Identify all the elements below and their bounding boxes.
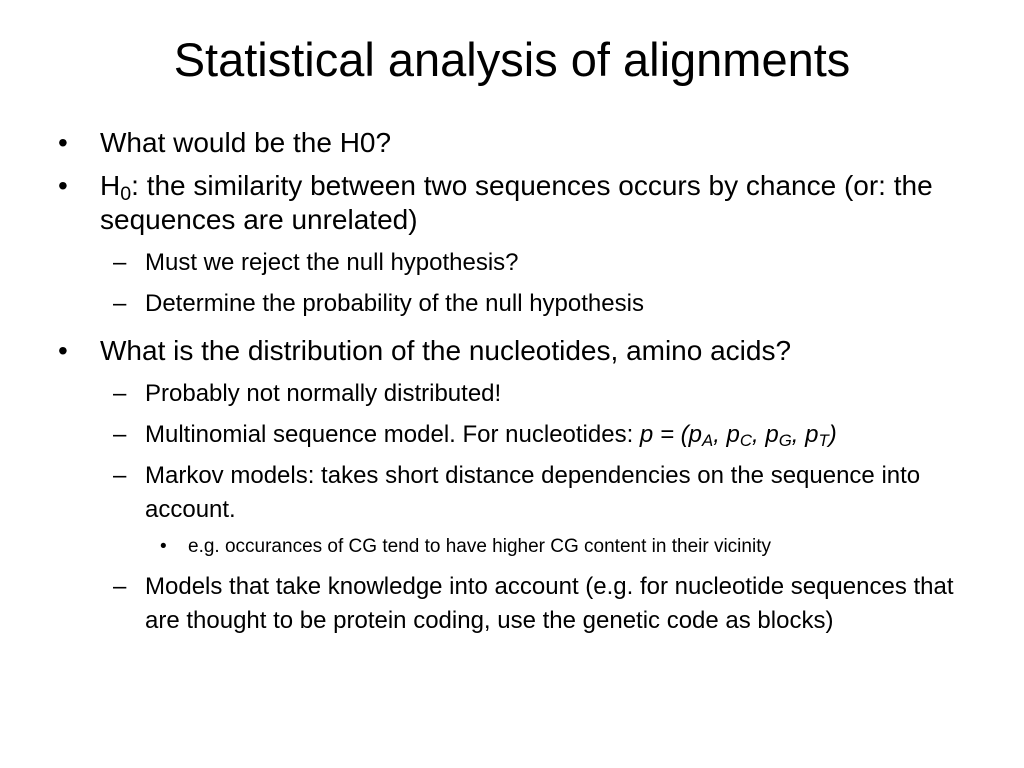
formula-p: p	[639, 421, 654, 448]
bullet-marker: •	[58, 170, 68, 201]
formula-close: )	[828, 421, 837, 448]
dash-marker: –	[113, 573, 127, 600]
bullet-marker: •	[58, 335, 68, 366]
formula-sym-t: p	[805, 421, 819, 448]
sub-item-text: Models that take knowledge into account (e.g. for nucleotide sequences that are thought to be protein coding, use the genetic code as blocks)	[145, 573, 954, 634]
bullet-text: What is the distribution of the nucleotides, amino acids?	[100, 335, 792, 366]
sub-item-text: Must we reject the null hypothesis?	[145, 249, 519, 276]
formula-sym-g: p	[765, 421, 779, 448]
formula-sym-c: p	[726, 421, 740, 448]
subscript-t: T	[818, 431, 829, 451]
dash-marker: –	[113, 421, 127, 448]
bullet-item-h0-question	[0, 126, 1024, 160]
dash-marker: –	[113, 249, 127, 276]
sub-item-text: Determine the probability of the null hypothesis	[145, 290, 644, 317]
sub-item-not-normal	[0, 377, 1024, 411]
sub-item-text: Multinomial sequence model. For nucleotides:	[145, 421, 640, 448]
sub-item-reject-null	[0, 246, 1024, 280]
sub-item-knowledge-models	[0, 570, 1024, 638]
dash-marker: –	[113, 462, 127, 489]
sub-item-text: Probably not normally distributed!	[145, 380, 502, 407]
sub-sub-item-text: e.g. occurances of CG tend to have higher CG content in their vicinity	[188, 536, 771, 557]
sub-item-probability	[0, 287, 1024, 321]
formula-sep: ,	[791, 421, 806, 448]
bullet-list	[0, 126, 1024, 645]
formula-sep: ,	[713, 421, 727, 448]
bullet-marker: •	[58, 127, 68, 158]
bullet-item-h0-definition	[0, 169, 1024, 237]
subscript-a: A	[701, 431, 714, 451]
formula-sep: ,	[752, 421, 766, 448]
bullet-text: What would be the H0?	[100, 127, 392, 158]
slide-title: Statistical analysis of alignments	[173, 33, 851, 86]
sub-sub-item-cg-example	[0, 534, 1024, 560]
sub-item-markov	[0, 459, 1024, 527]
dash-marker: –	[113, 290, 127, 317]
formula	[639, 421, 837, 451]
small-bullet-marker: •	[160, 536, 167, 557]
bullet-text: : the similarity between two sequences occurs by chance (or: the sequences are unrelated)	[100, 170, 933, 235]
subscript-c: C	[739, 431, 753, 451]
subscript: 0	[120, 182, 132, 205]
bullet-text-prefix: H	[100, 170, 121, 201]
sub-item-multinomial	[0, 418, 1024, 452]
dash-marker: –	[113, 380, 127, 407]
bullet-item-distribution	[0, 334, 1024, 368]
formula-eq: = (	[653, 421, 689, 448]
formula-sym-a: p	[688, 421, 702, 448]
sub-item-text: Markov models: takes short distance dependencies on the sequence into account.	[145, 462, 921, 523]
subscript-g: G	[778, 431, 792, 451]
